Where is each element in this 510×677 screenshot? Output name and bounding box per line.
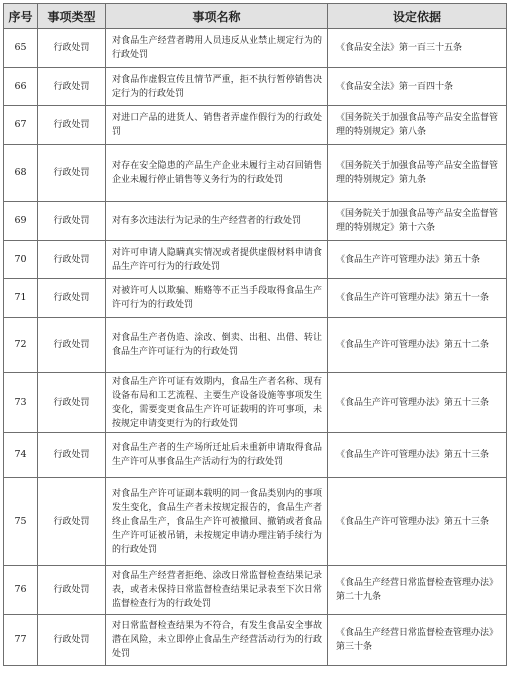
table-row	[4, 145, 507, 202]
row-name: 对日常监督检查结果为不符合，有发生食品安全事故潜在风险，未立即停止食品生产经营活动行为的行政处罚	[106, 615, 328, 666]
row-type: 行政处罚	[38, 373, 106, 433]
row-basis: 《食品生产许可管理办法》第五十三条	[328, 373, 507, 433]
row-name: 对食品作虚假宣传且情节严重，拒不执行暂停销售决定行为的行政处罚	[106, 68, 328, 106]
row-type: 行政处罚	[38, 68, 106, 106]
row-basis: 《食品生产许可管理办法》第五十二条	[328, 318, 507, 373]
row-type: 行政处罚	[38, 279, 106, 318]
row-type: 行政处罚	[38, 202, 106, 241]
row-type: 行政处罚	[38, 241, 106, 279]
row-number: 76	[4, 566, 38, 615]
table-row	[4, 433, 507, 478]
row-name: 对进口产品的进货人、销售者弄虚作假行为的行政处罚	[106, 106, 328, 145]
row-number: 68	[4, 145, 38, 202]
row-type: 行政处罚	[38, 478, 106, 566]
row-type: 行政处罚	[38, 106, 106, 145]
header-name: 事项名称	[106, 4, 328, 29]
table-row	[4, 68, 507, 106]
header-basis: 设定依据	[328, 4, 507, 29]
row-number: 65	[4, 29, 38, 68]
row-basis: 《食品生产许可管理办法》第五十一条	[328, 279, 507, 318]
row-number: 73	[4, 373, 38, 433]
matters-table	[3, 3, 507, 666]
row-name: 对食品生产许可证副本载明的同一食品类别内的事项发生变化，食品生产者未按规定报告的，食品生产者终止食品生产，食品生产许可被撤回、撤销或者食品生产许可证被吊销，未按规定申请办理注销手续行为的行政处罚	[106, 478, 328, 566]
table-row	[4, 478, 507, 566]
row-basis: 《国务院关于加强食品等产品安全监督管理的特别规定》第十六条	[328, 202, 507, 241]
row-type: 行政处罚	[38, 145, 106, 202]
row-name: 对食品生产经营者拒绝、涂改日常监督检查结果记录表，或者未保持日常监督检查结果记录表至下次日常监督检查行为的行政处罚	[106, 566, 328, 615]
table-row	[4, 106, 507, 145]
row-type: 行政处罚	[38, 318, 106, 373]
row-name: 对许可申请人隐瞒真实情况或者提供虚假材料申请食品生产许可行为的行政处罚	[106, 241, 328, 279]
row-basis: 《国务院关于加强食品等产品安全监督管理的特别规定》第九条	[328, 145, 507, 202]
row-number: 77	[4, 615, 38, 666]
row-number: 74	[4, 433, 38, 478]
row-type: 行政处罚	[38, 615, 106, 666]
row-name: 对食品生产许可证有效期内，食品生产者名称、现有设备布局和工艺流程、主要生产设备设施等事项发生变化，需要变更食品生产许可证载明的许可事项，未按规定申请变更行为的行政处罚	[106, 373, 328, 433]
row-name: 对食品生产经营者聘用人员违反从业禁止规定行为的行政处罚	[106, 29, 328, 68]
row-number: 72	[4, 318, 38, 373]
table-row	[4, 202, 507, 241]
row-basis: 《食品生产许可管理办法》第五十三条	[328, 478, 507, 566]
row-type: 行政处罚	[38, 433, 106, 478]
table-row	[4, 566, 507, 615]
row-basis: 《食品安全法》第一百三十五条	[328, 29, 507, 68]
table-row	[4, 241, 507, 279]
document-page	[3, 3, 506, 666]
row-name: 对食品生产者的生产场所迁址后未重新申请取得食品生产许可从事食品生产活动行为的行政处罚	[106, 433, 328, 478]
row-basis: 《食品生产经营日常监督检查管理办法》第三十条	[328, 615, 507, 666]
row-name: 对有多次违法行为记录的生产经营者的行政处罚	[106, 202, 328, 241]
row-number: 71	[4, 279, 38, 318]
table-header-row	[4, 4, 507, 29]
row-number: 70	[4, 241, 38, 279]
table-row	[4, 373, 507, 433]
row-name: 对存在安全隐患的产品生产企业未履行主动召回销售企业未履行停止销售等义务行为的行政处罚	[106, 145, 328, 202]
row-number: 67	[4, 106, 38, 145]
row-type: 行政处罚	[38, 29, 106, 68]
row-basis: 《国务院关于加强食品等产品安全监督管理的特别规定》第八条	[328, 106, 507, 145]
header-no: 序号	[4, 4, 38, 29]
table-row	[4, 29, 507, 68]
row-basis: 《食品安全法》第一百四十条	[328, 68, 507, 106]
row-number: 75	[4, 478, 38, 566]
table-row	[4, 318, 507, 373]
row-basis: 《食品生产经营日常监督检查管理办法》第二十九条	[328, 566, 507, 615]
row-number: 66	[4, 68, 38, 106]
row-number: 69	[4, 202, 38, 241]
table-row	[4, 279, 507, 318]
row-basis: 《食品生产许可管理办法》第五十条	[328, 241, 507, 279]
row-basis: 《食品生产许可管理办法》第五十三条	[328, 433, 507, 478]
header-type: 事项类型	[38, 4, 106, 29]
row-type: 行政处罚	[38, 566, 106, 615]
table-row	[4, 615, 507, 666]
row-name: 对食品生产者伪造、涂改、倒卖、出租、出借、转让食品生产许可证行为的行政处罚	[106, 318, 328, 373]
row-name: 对被许可人以欺骗、贿赂等不正当手段取得食品生产许可行为的行政处罚	[106, 279, 328, 318]
